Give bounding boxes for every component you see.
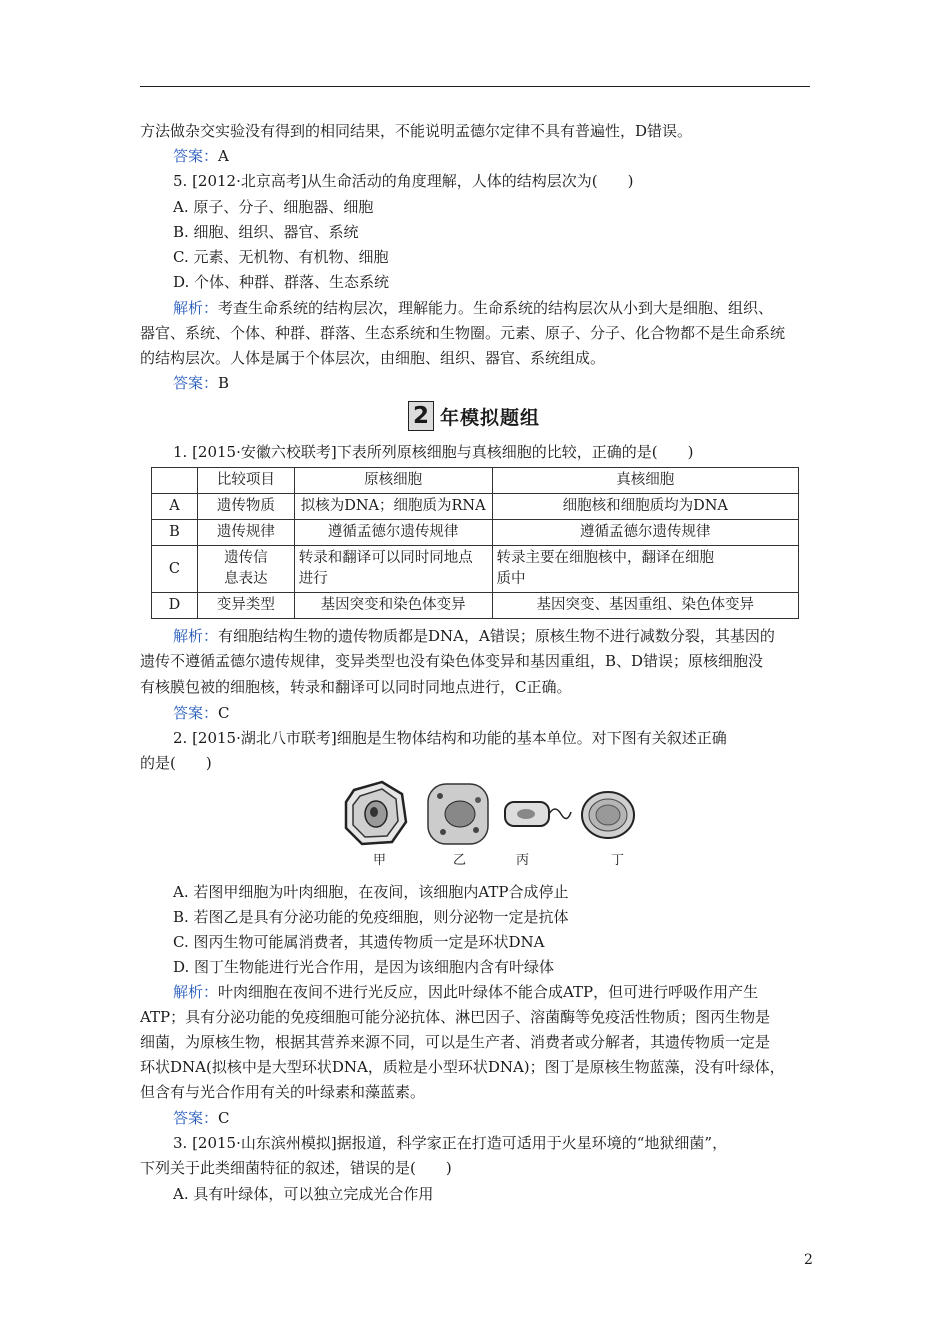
cell-line: 息表达 xyxy=(224,571,268,587)
analysis-text: 考查生命系统的结构层次，理解能力。生命系统的结构层次从小到大是细胞、组织、 xyxy=(218,299,774,317)
answer-value: C xyxy=(218,704,230,722)
table-cell: 遵循孟德尔遗传规律 xyxy=(492,520,799,546)
header-rule xyxy=(140,86,810,87)
table-row xyxy=(152,593,799,619)
option-a: A. 原子、分子、细胞器、细胞 xyxy=(173,198,374,216)
table-cell: 基因突变和染色体变异 xyxy=(294,593,492,619)
figure-label-ding: 丁 xyxy=(611,853,625,868)
analysis-label: 解析： xyxy=(173,627,219,645)
option-b: B. 细胞、组织、器官、系统 xyxy=(173,223,359,241)
question-stem: 5. [2012·北京高考]从生命活动的角度理解，人体的结构层次为( ) xyxy=(173,172,634,190)
question-stem: 2. [2015·湖北八市联考]细胞是生物体结构和功能的基本单位。对下图有关叙述正确 xyxy=(173,729,727,747)
analysis-line: 但含有与光合作用有关的叶绿素和藻蓝素。 xyxy=(140,1083,426,1101)
option-d: D. 图丁生物能进行光合作用，是因为该细胞内含有叶绿体 xyxy=(173,958,555,976)
section-title xyxy=(408,401,540,431)
option-a: A. 具有叶绿体，可以独立完成光合作用 xyxy=(173,1185,434,1203)
analysis-line: 的结构层次。人体是属于个体层次，由细胞、组织、器官、系统组成。 xyxy=(140,349,606,367)
analysis-line: 有核膜包被的细胞核，转录和翻译可以同时同地点进行，C正确。 xyxy=(140,678,572,696)
option-c: C. 元素、无机物、有机物、细胞 xyxy=(173,248,389,266)
question-stem: 的是( ) xyxy=(140,754,212,772)
analysis-label: 解析： xyxy=(173,983,219,1001)
answer-line xyxy=(173,146,229,166)
cell-figure xyxy=(340,780,640,848)
option-d: D. 个体、种群、群落、生态系统 xyxy=(173,273,390,291)
analysis-line: 细菌，为原核生物，根据其营养来源不同，可以是生产者、消费者或分解者，其遗传物质一定是 xyxy=(140,1033,771,1051)
section-title-text: 年模拟题组 xyxy=(440,406,541,429)
table-row xyxy=(152,520,799,546)
analysis-line: 环状DNA(拟核中是大型环状DNA，质粒是小型环状DNA)；图丁是原核生物蓝藻，没有叶绿体， xyxy=(140,1058,785,1076)
comparison-table xyxy=(151,467,799,619)
figure-label-yi: 乙 xyxy=(453,853,467,868)
cell-line: 转录和翻译可以同时同地点 xyxy=(298,550,473,566)
answer-label: 答案： xyxy=(173,147,219,165)
answer-line xyxy=(173,373,229,393)
table-header: 比较项目 xyxy=(197,468,294,494)
table-header-row xyxy=(152,468,799,494)
analysis-line: 器官、系统、个体、种群、群落、生态系统和生物圈。元素、原子、分子、化合物都不是生命系统 xyxy=(140,324,786,342)
cell-line: 转录主要在细胞核中，翻译在细胞 xyxy=(496,550,714,566)
page-number: 2 xyxy=(804,1252,813,1268)
analysis-line xyxy=(173,298,773,318)
table-cell: 拟核为DNA；细胞质为RNA xyxy=(294,494,492,520)
table-cell: 基因突变、基因重组、染色体变异 xyxy=(492,593,799,619)
answer-line xyxy=(173,703,230,723)
cyanobacterium-drawing xyxy=(582,792,634,838)
bacterium-drawing xyxy=(505,802,571,826)
table-cell xyxy=(492,546,799,593)
table-cell: C xyxy=(152,546,198,593)
analysis-text: 叶肉细胞在夜间不进行光反应，因此叶绿体不能合成ATP，但可进行呼吸作用产生 xyxy=(218,983,759,1001)
answer-value: C xyxy=(218,1109,230,1127)
question-stem: 3. [2015·山东滨州模拟]据报道，科学家正在打造可适用于火星环境的“地狱细菌”， xyxy=(173,1134,728,1152)
figure-label-jia: 甲 xyxy=(373,853,387,868)
answer-line xyxy=(173,1108,230,1128)
table-cell: 遗传规律 xyxy=(197,520,294,546)
table-cell: B xyxy=(152,520,198,546)
analysis-line: ATP；具有分泌功能的免疫细胞可能分泌抗体、淋巴因子、溶菌酶等免疫活性物质；图丙生物是 xyxy=(140,1008,771,1026)
text-line: 方法做杂交实验没有得到的相同结果，不能说明孟德尔定律不具有普遍性，D错误。 xyxy=(140,122,693,140)
analysis-line xyxy=(173,982,758,1002)
answer-value: B xyxy=(218,374,230,392)
table-cell: 遵循孟德尔遗传规律 xyxy=(294,520,492,546)
answer-label: 答案： xyxy=(173,704,219,722)
cell-line: 遗传信 xyxy=(224,550,268,566)
question-stem: 下列关于此类细菌特征的叙述，错误的是( ) xyxy=(140,1159,452,1177)
cell-line: 进行 xyxy=(298,571,328,587)
plant-cell-drawing xyxy=(346,782,406,844)
option-a: A. 若图甲细胞为叶肉细胞，在夜间，该细胞内ATP合成停止 xyxy=(173,883,569,901)
figure-label-bing: 丙 xyxy=(516,853,530,868)
table-cell: 遗传物质 xyxy=(197,494,294,520)
animal-cell-drawing xyxy=(428,784,488,844)
analysis-label: 解析： xyxy=(173,299,219,317)
table-row xyxy=(152,546,799,593)
table-header: 原核细胞 xyxy=(294,468,492,494)
section-number: 2 xyxy=(408,401,434,431)
table-header xyxy=(152,468,198,494)
option-b: B. 若图乙是具有分泌功能的免疫细胞，则分泌物一定是抗体 xyxy=(173,908,569,926)
option-c: C. 图丙生物可能属消费者，其遗传物质一定是环状DNA xyxy=(173,933,545,951)
question-stem: 1. [2015·安徽六校联考]下表所列原核细胞与真核细胞的比较，正确的是( ) xyxy=(173,443,694,461)
table-cell: 变异类型 xyxy=(197,593,294,619)
table-cell xyxy=(294,546,492,593)
table-cell: 细胞核和细胞质均为DNA xyxy=(492,494,799,520)
analysis-text: 有细胞结构生物的遗传物质都是DNA，A错误；原核生物不进行减数分裂，其基因的 xyxy=(218,627,775,645)
table-cell: A xyxy=(152,494,198,520)
answer-label: 答案： xyxy=(173,1109,219,1127)
table-cell: D xyxy=(152,593,198,619)
answer-label: 答案： xyxy=(173,374,219,392)
analysis-line: 遗传不遵循孟德尔遗传规律，变异类型也没有染色体变异和基因重组，B、D错误；原核细胞没 xyxy=(140,652,764,670)
cell-line: 质中 xyxy=(496,571,526,587)
answer-value: A xyxy=(218,147,229,165)
table-cell xyxy=(197,546,294,593)
table-row xyxy=(152,494,799,520)
table-header: 真核细胞 xyxy=(492,468,799,494)
analysis-line xyxy=(173,626,775,646)
